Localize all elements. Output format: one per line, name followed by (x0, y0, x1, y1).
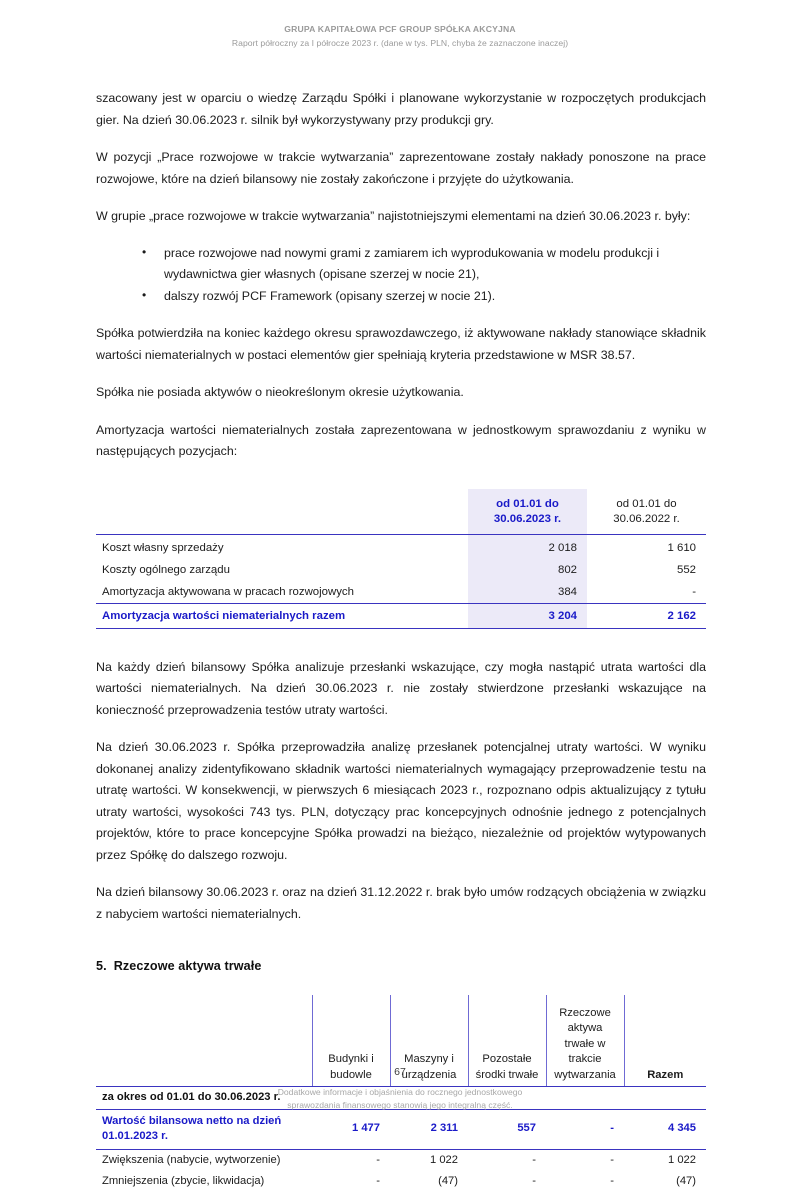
row-value-previous: 552 (676, 563, 696, 576)
amortization-table (96, 489, 706, 629)
paragraph-6: Amortyzacja wartości niematerialnych została zaprezentowana w jednostkowym sprawozdaniu z wyniku w następujących pozycjach: (96, 422, 706, 458)
table-row (96, 534, 706, 559)
table-total-row (96, 603, 706, 628)
row-label: Koszty ogólnego zarządu (102, 563, 230, 576)
list-item: • dalszy rozwój PCF Framework (opisany szerzej w nocie 21). (142, 286, 706, 308)
header-previous-line1: od 01.01 do (616, 497, 677, 510)
header-current-line1: od 01.01 do (496, 497, 559, 510)
row-value-other-ppe: - (532, 1153, 536, 1166)
document-footer-note (0, 1086, 800, 1112)
row-value-buildings: 1 477 (312, 1109, 390, 1149)
page-title (96, 959, 706, 973)
row-value-current: 2 018 (468, 534, 587, 559)
row-value-machinery: 1 022 (430, 1153, 458, 1166)
amortization-table-wrapper (96, 489, 706, 629)
page-number: 67 (394, 1066, 406, 1078)
section-title: Rzeczowe aktywa trwałe (113, 959, 262, 973)
row-value-total: (47) (676, 1175, 696, 1187)
total-value-current: 3 204 (468, 603, 587, 628)
paragraph-3: W grupie „prace rozwojowe w trakcie wytwarzania” najistotniejszymi elementami na dzień 30.06.2023 r. były: (96, 209, 691, 223)
footer-line-1: Dodatkowe informacje i objaśnienia do rocznego jednostkowego (277, 1087, 523, 1097)
document-body (96, 88, 706, 1193)
table-header-row (96, 489, 706, 535)
row-value-current: 384 (468, 581, 587, 604)
table-header-total: Razem (624, 995, 706, 1087)
row-label: Wartość bilansowa netto na dzień 01.01.2023 r. (96, 1109, 312, 1149)
header-current-line2: 30.06.2023 r. (493, 513, 562, 525)
total-value-previous: 2 162 (587, 603, 706, 628)
row-value-buildings: - (376, 1175, 380, 1187)
paragraph-1: szacowany jest w oparciu o wiedzę Zarządu Spółki i planowane wykorzystanie w rozpoczętych produkcjach gier. Na dzień 30.06.2023 r. silnik był wykorzystywany przy produkcji gry. (96, 91, 706, 127)
document-running-header (0, 22, 800, 50)
header-previous-line2: 30.06.2022 r. (613, 513, 680, 525)
paragraph-5: Spółka nie posiada aktywów o nieokreślonym okresie użytkowania. (96, 385, 464, 399)
row-value-current: 802 (468, 559, 587, 581)
table-header-ppe-under-construction: Rzeczowe aktywa trwałe w trakcie wytwarzania (546, 995, 624, 1087)
row-value-previous: - (692, 585, 696, 598)
row-value-buildings: - (376, 1153, 380, 1166)
table-header-current-period (468, 489, 587, 535)
section-number: 5. (96, 959, 107, 973)
row-value-total: 1 022 (668, 1153, 696, 1166)
paragraph-4: Spółka potwierdziła na koniec każdego okresu sprawozdawczego, iż aktywowane nakłady stanowiące składnik wartości niematerialnych w postaci elementów gier spełniają kryteria przedstawione w MSR 38.57. (96, 326, 706, 362)
row-value-other-ppe: - (532, 1175, 536, 1187)
row-label: Zwiększenia (nabycie, wytworzenie) (102, 1153, 281, 1166)
list-item: • prace rozwojowe nad nowymi grami z zamiarem ich wyprodukowania w modelu produkcji i wydawnictwa gier własnych (opisane szerzej w nocie 21), (142, 243, 706, 286)
row-value-total: 4 345 (624, 1109, 706, 1149)
bullet-list (96, 243, 706, 308)
footer-line-2: sprawozdania finansowego stanowią jego integralną część. (287, 1100, 513, 1110)
paragraph-9: Na dzień bilansowy 30.06.2023 r. oraz na dzień 31.12.2022 r. brak było umów rodzących obciążenia w związku z nabyciem wartości niematerialnych. (96, 885, 706, 921)
row-label: Zmniejszenia (zbycie, likwidacja) (102, 1175, 265, 1187)
row-value-under-construction: - (610, 1175, 614, 1187)
header-company-name: GRUPA KAPITAŁOWA PCF GROUP SPÓŁKA AKCYJNA (284, 24, 516, 34)
table-header-blank (96, 489, 468, 535)
row-value-previous: 1 610 (667, 541, 696, 554)
period-label: za okres od 01.01 do 30.06.2023 r. (96, 1087, 706, 1110)
row-label: Koszt własny sprzedaży (102, 541, 224, 554)
row-value-under-construction: - (546, 1109, 624, 1149)
table-row (96, 581, 706, 604)
table-header-buildings: Budynki i budowle (312, 995, 390, 1087)
table-row (96, 559, 706, 581)
paragraph-2: W pozycji „Prace rozwojowe w trakcie wytwarzania” zaprezentowane zostały nakłady ponoszone na prace rozwojowe, które na dzień bilansowy nie zostały zakończone i przyjęte do użytkowania. (96, 150, 706, 186)
row-value-machinery: 2 311 (390, 1109, 468, 1149)
table-header-previous-period (587, 489, 706, 535)
table-row (96, 1171, 706, 1193)
table-header-other-ppe: Pozostałe środki trwałe (468, 995, 546, 1087)
total-label: Amortyzacja wartości niematerialnych razem (96, 603, 468, 628)
header-report-subtitle: Raport półroczny za I półrocze 2023 r. (dane w tys. PLN, chyba że zaznaczone inaczej) (231, 38, 569, 48)
row-value-under-construction: - (610, 1153, 614, 1166)
paragraph-8: Na dzień 30.06.2023 r. Spółka przeprowadziła analizę przesłanek potencjalnej utraty wartości. W wyniku dokonanej analizy zidentyfikowano składnik wartości niematerialnych wymagający przeprowadzenie testu na utratę wartości. W konsekwencji, w pierwszych 6 miesiącach 2023 r., rozpoznano odpis aktualizujący z tytułu utraty wartości, wysokości 743 tys. PLN, dotyczący prac koncepcyjnych odnośnie jednego z potencjalnych projektów, które to prace koncepcyjne Spółka prowadzi na bieżąco, niezależnie od projektów wytypowanych przez Spółkę do dalszego rozwoju. (96, 740, 706, 862)
row-label: Amortyzacja aktywowana w pracach rozwojowych (102, 585, 354, 598)
table-row (96, 1149, 706, 1171)
paragraph-7: Na każdy dzień bilansowy Spółka analizuje przesłanki wskazujące, czy mogła nastąpić utrata wartości dla wartości niematerialnych. Na dzień 30.06.2023 r. nie zostały stwierdzone przesłanki wskazujące na konieczność przeprowadzenia testów utraty wartości. (96, 659, 706, 717)
row-value-other-ppe: 557 (468, 1109, 546, 1149)
table-opening-balance-row (96, 1109, 706, 1149)
row-value-machinery: (47) (438, 1175, 458, 1187)
table-header-machinery: Maszyny i urządzenia (390, 995, 468, 1087)
